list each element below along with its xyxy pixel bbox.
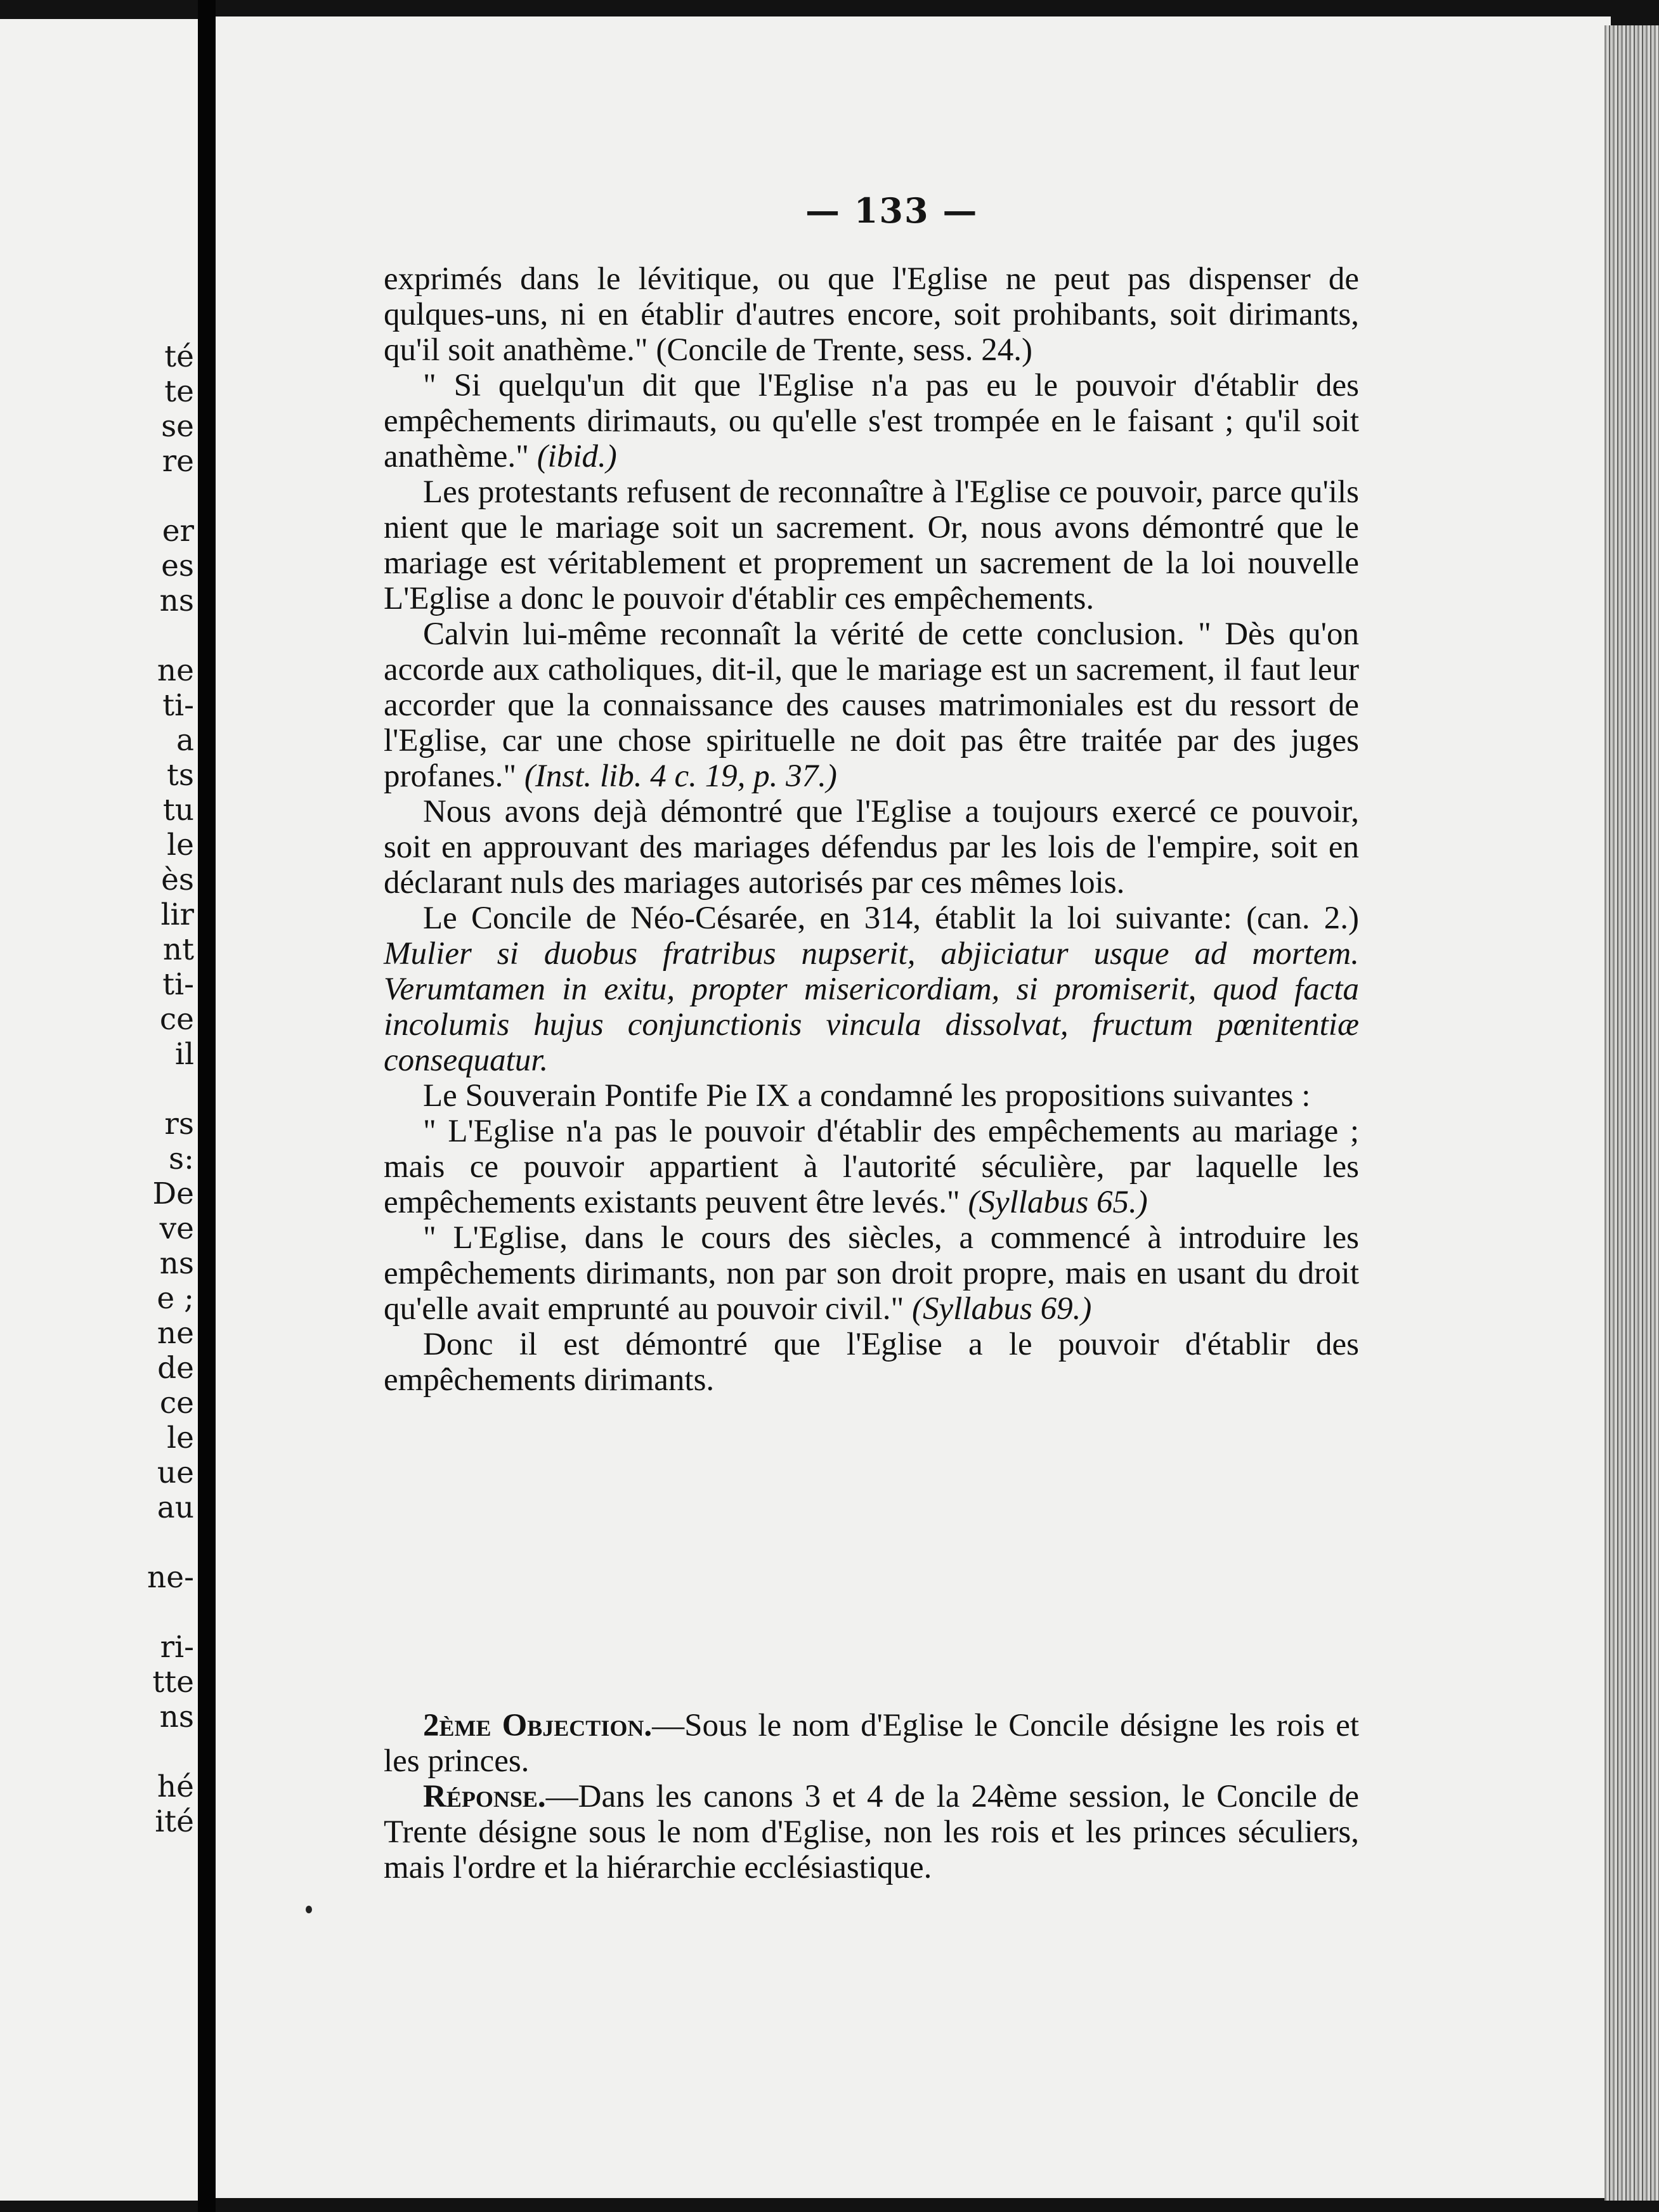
- left-margin-fragment: de: [157, 1351, 194, 1386]
- syllabus-69-text: " L'Eglise, dans le cours des siècles, a commencé à introduire les empêchements dirimants, non par son droit propre, mais en usant du droit qu'elle avait emprunté au pouvoir civil.": [384, 1220, 1359, 1327]
- left-margin-fragment: ne: [157, 653, 194, 688]
- left-page-margin-text: [0, 339, 198, 1839]
- paragraph-neo-cesaree: [384, 901, 1359, 1078]
- page-number: — 133 —: [805, 190, 979, 231]
- objection-label: 2ème Objection.: [423, 1708, 653, 1743]
- body-text: [384, 261, 1359, 1398]
- left-margin-fragment: re: [162, 444, 194, 479]
- left-margin-fragment: ue: [157, 1455, 194, 1490]
- response-label: Réponse.: [423, 1779, 546, 1814]
- left-margin-fragment: nt: [162, 932, 194, 967]
- syllabus-65-text: " L'Eglise n'a pas le pouvoir d'établir des empêchements au mariage ; mais ce pouvoir appartient à l'autorité séculière, par laquelle les empêchements existants peuvent être levés.": [384, 1114, 1359, 1220]
- paragraph-syllabus-69: [384, 1220, 1359, 1327]
- ink-speck: [306, 1906, 312, 1913]
- objection-block: [384, 1708, 1359, 1885]
- left-margin-fragment: se: [161, 409, 194, 444]
- left-margin-fragment: ns: [159, 1700, 194, 1734]
- left-margin-fragment: s:: [169, 1142, 194, 1176]
- left-margin-fragment: le: [167, 828, 194, 862]
- left-margin-fragment: tte: [152, 1665, 194, 1700]
- left-margin-fragment: ts: [166, 758, 194, 793]
- left-margin-fragment: es: [161, 549, 194, 583]
- paragraph-calvin: [384, 616, 1359, 794]
- objection-paragraph: [384, 1708, 1359, 1779]
- left-margin-fragment: ne-: [147, 1560, 194, 1595]
- left-margin-fragment: [0, 618, 198, 653]
- left-margin-fragment: [0, 1595, 198, 1630]
- left-margin-fragment: [0, 1734, 198, 1769]
- citation-syllabus-69: (Syllabus 69.): [912, 1291, 1092, 1327]
- neo-cesaree-text: Le Concile de Néo-Césarée, en 314, établit la loi suivante: (can. 2.): [423, 901, 1359, 936]
- left-margin-fragment: De: [152, 1176, 194, 1211]
- left-margin-fragment: le: [167, 1421, 194, 1455]
- left-margin-fragment: ce: [159, 1002, 194, 1037]
- calvin-text: Calvin lui-même reconnaît la vérité de cette conclusion. " Dès qu'on accorde aux catholiques, dit-il, que le mariage est un sacrement, il faut leur accorder que la connaissance des causes matrimoniales est du ressort de l'Eglise, car une chose spirituelle ne doit pas être traitée par des juges profanes.": [384, 616, 1359, 794]
- left-margin-fragment: hé: [157, 1769, 194, 1804]
- left-margin-fragment: ve: [159, 1211, 194, 1246]
- citation-ibid: (ibid.): [537, 439, 617, 474]
- paragraph-quote-anatheme: [384, 368, 1359, 474]
- citation-inst: (Inst. lib. 4 c. 19, p. 37.): [524, 758, 837, 794]
- left-margin-fragment: rs: [164, 1107, 194, 1142]
- left-margin-fragment: [0, 1525, 198, 1560]
- left-margin-fragment: tu: [162, 793, 194, 828]
- paragraph-pie-ix: Le Souverain Pontife Pie IX a condamné les propositions suivantes :: [423, 1078, 1311, 1114]
- left-margin-fragment: te: [164, 374, 194, 409]
- citation-syllabus-65: (Syllabus 65.): [968, 1185, 1148, 1220]
- paragraph-syllabus-65: [384, 1114, 1359, 1220]
- response-text: —Dans les canons 3 et 4 de la 24ème session, le Concile de Trente désigne sous le nom d'Eglise, non les rois et les princes séculiers, mais l'ordre et la hiérarchie ecclésiastique.: [384, 1779, 1359, 1885]
- left-margin-fragment: ns: [159, 1246, 194, 1281]
- left-margin-fragment: e ;: [157, 1281, 194, 1316]
- left-margin-fragment: ti-: [162, 967, 194, 1002]
- page-stack-edge: [1604, 25, 1659, 2201]
- left-margin-fragment: ce: [159, 1386, 194, 1421]
- latin-quote: Mulier si duobus fratribus nupserit, abjiciatur usque ad mortem. Verumtamen in exitu, propter misericordiam, si promiserit, quod facta incolumis hujus conjunctionis vincula dissolvat, fructum pœnitentiæ consequatur.: [384, 936, 1359, 1078]
- left-margin-fragment: [0, 1072, 198, 1107]
- paragraph-exercise-pouvoir: Nous avons dejà démontré que l'Eglise a toujours exercé ce pouvoir, soit en approuvant des mariages défendus par les lois de l'empire, soit en déclarant nuls des mariages autorisés par ces mêmes lois.: [384, 794, 1359, 901]
- book-gutter: [198, 0, 216, 2212]
- left-page-edge: [0, 19, 198, 2201]
- left-margin-fragment: ité: [155, 1804, 194, 1839]
- paragraph-protestants: Les protestants refusent de reconnaître à l'Eglise ce pouvoir, parce qu'ils nient que le mariage soit un sacrement. Or, nous avons démontré que le mariage est véritablement et proprement un sacrement de la loi nouvelle L'Eglise a donc le pouvoir d'établir ces empêchements.: [384, 474, 1359, 616]
- left-margin-fragment: ns: [159, 583, 194, 618]
- left-margin-fragment: lir: [160, 897, 194, 932]
- quote-text: " Si quelqu'un dit que l'Eglise n'a pas eu le pouvoir d'établir des empêchements dirimauts, ou qu'elle s'est trompée en le faisant ; qu'il soit anathème.": [384, 368, 1359, 474]
- paragraph-concile-trente: exprimés dans le lévitique, ou que l'Eglise ne peut pas dispenser de qulques-uns, ni en établir d'autres encore, soit prohibants, soit dirimants, qu'il soit anathème." (Concile de Trente, sess. 24.): [384, 261, 1359, 368]
- left-margin-fragment: au: [157, 1490, 194, 1525]
- response-paragraph: [384, 1779, 1359, 1885]
- left-margin-fragment: il: [174, 1037, 194, 1072]
- left-margin-fragment: [0, 479, 198, 514]
- left-margin-fragment: ès: [161, 862, 194, 897]
- left-margin-fragment: té: [164, 339, 194, 374]
- objection-text: —Sous le nom d'Eglise le Concile désigne les rois et les princes.: [384, 1708, 1360, 1779]
- left-margin-fragment: ti-: [162, 688, 194, 723]
- left-margin-fragment: ne: [157, 1316, 194, 1351]
- left-margin-fragment: a: [176, 723, 194, 758]
- left-margin-fragment: ri-: [160, 1630, 194, 1665]
- left-margin-fragment: er: [162, 514, 194, 549]
- paragraph-conclusion: Donc il est démontré que l'Eglise a le pouvoir d'établir des empêchements dirimants.: [384, 1327, 1359, 1398]
